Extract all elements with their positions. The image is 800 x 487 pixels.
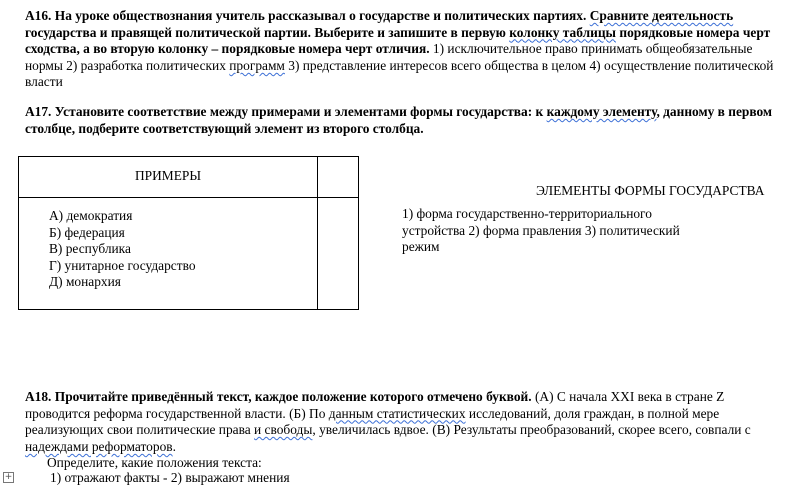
passage-text: и свободы <box>254 422 313 438</box>
passage-text: . <box>172 438 176 454</box>
option-text: программ <box>229 57 285 73</box>
a18-question: Определите, какие положения текста: <box>47 455 262 470</box>
question-text: порядковые номера черт сходства, а во вторую колонку – порядковые номера черт отличия. <box>25 24 771 57</box>
question-text: Установите соответствие между примерами и элементами формы государства: к <box>54 104 544 119</box>
passage-text: (А) С начала XXI века в стране Z проводится реформа государственной власти. (Б) По <box>25 389 725 421</box>
option-text: 1) исключительное право принимать общеобязательные нормы 2) разработка политических <box>25 41 753 73</box>
question-label: А17. <box>25 104 52 119</box>
table-divider <box>19 197 358 198</box>
question-text: каждому элементу <box>546 104 657 119</box>
question-text: Прочитайте приведённый текст, каждое положение которого отмечено буквой. <box>54 389 532 404</box>
list-item: Д) монархия <box>49 274 121 290</box>
elements-header: ЭЛЕМЕНТЫ ФОРМЫ ГОСУДАРСТВА <box>536 183 765 198</box>
elements-list: 1) форма государственно-территориального устройства 2) форма правления 3) политический режим <box>402 206 680 255</box>
examples-table <box>18 156 359 310</box>
examples-header: ПРИМЕРЫ <box>135 168 201 183</box>
passage-text: , увеличилась вдвое. (В) Результаты преобразований, скорее всего, совпали с <box>312 422 751 438</box>
question-text: Сравните деятельность <box>589 8 734 23</box>
question-a17 <box>25 104 790 137</box>
question-text: , данному в первом столбце, подберите соответствующий элемент из второго столбца. <box>25 104 773 136</box>
table-divider <box>317 157 318 309</box>
question-text: На уроке обществознания учитель рассказывал о государстве и политических партиях. <box>54 8 587 23</box>
list-item: Б) федерация <box>49 224 125 240</box>
question-label: А18. <box>25 389 52 404</box>
move-handle-icon[interactable]: + <box>4 472 13 482</box>
a18-answer: 1) отражают факты - 2) выражают мнения <box>50 470 290 485</box>
option-text: 3) представление интересов всего общества в целом 4) осуществление политической власти <box>25 57 774 90</box>
list-item: А) демократия <box>49 208 133 223</box>
examples-list <box>49 208 196 291</box>
question-text: государства и правящей политической партии. Выберите и запишите в первую <box>25 24 506 40</box>
question-label: А16. <box>25 8 52 23</box>
passage-text: данным статистических <box>328 405 466 421</box>
question-a16 <box>25 8 790 91</box>
passage-text: надеждами реформаторов <box>25 438 173 454</box>
question-a18 <box>25 389 790 455</box>
passage-text: исследований, доля граждан, в полной мере реализующих свои политические права <box>25 405 720 438</box>
question-text: колонку таблицы <box>509 24 616 40</box>
list-item: В) республика <box>49 241 131 257</box>
list-item: Г) унитарное государство <box>49 257 196 273</box>
